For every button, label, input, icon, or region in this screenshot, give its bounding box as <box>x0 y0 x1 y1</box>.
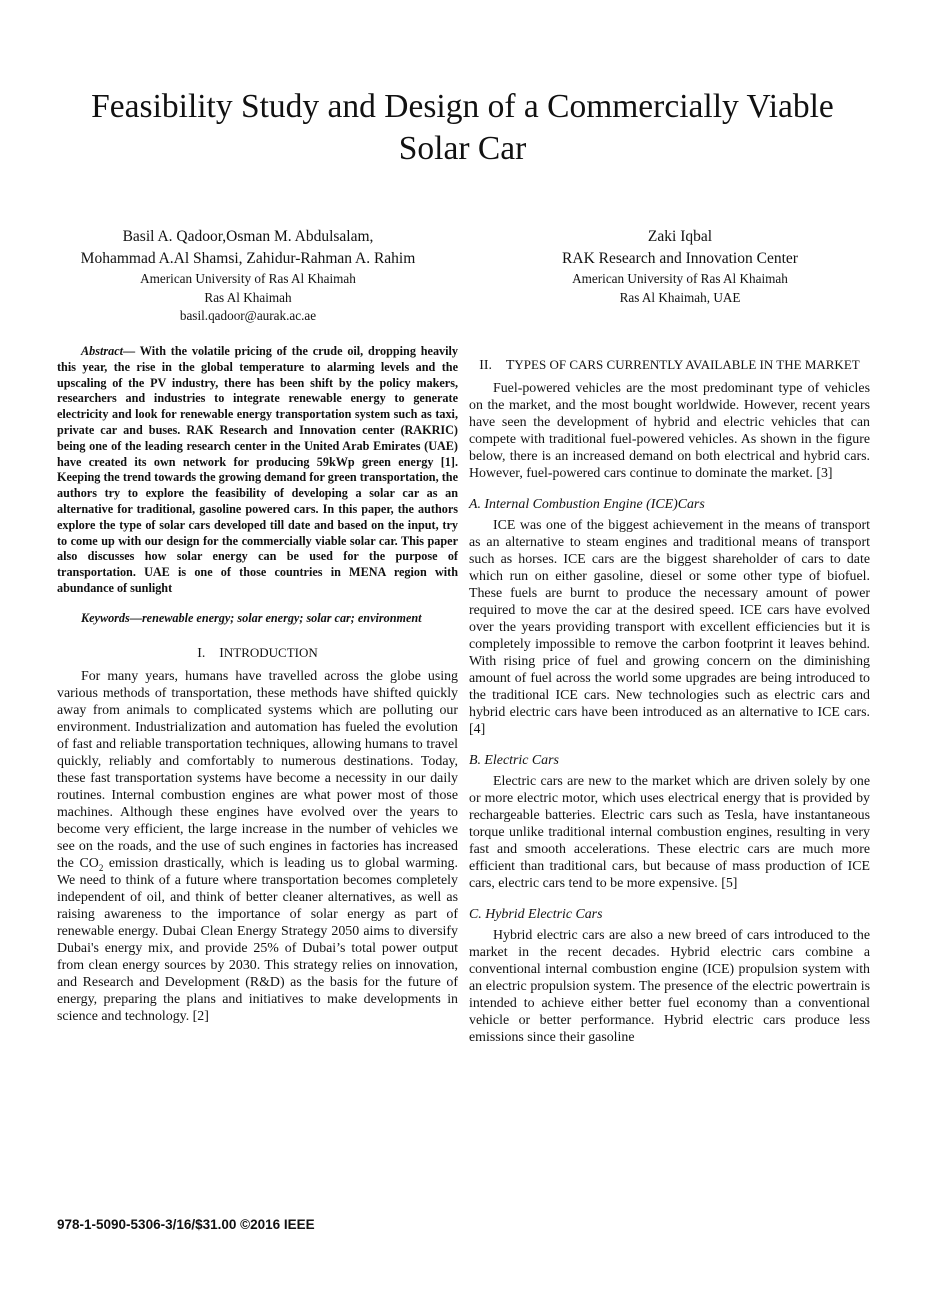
paper-title: Feasibility Study and Design of a Commercially Viable Solar Car <box>91 88 834 167</box>
subsection-heading-hybrid-cars: C. Hybrid Electric Cars <box>469 907 603 922</box>
co2-subscript: 2 <box>98 862 104 873</box>
author-names-line2: Mohammad A.Al Shamsi, Zahidur-Rahman A. Rahim <box>80 250 416 267</box>
copyright-footer: 978-1-5090-5306-3/16/$31.00 ©2016 IEEE <box>57 1217 315 1232</box>
keywords-text: Keywords—renewable energy; solar energy; solar car; environment <box>81 610 422 625</box>
author-org: RAK Research and Innovation Center <box>562 250 798 267</box>
author-city: Ras Al Khaimah, UAE <box>619 289 741 305</box>
keywords <box>57 611 458 627</box>
author-city: Ras Al Khaimah <box>204 289 292 305</box>
types-of-cars-paragraph: Fuel-powered vehicles are the most predominant type of vehicles on the market, and the most bought worldwide. However, recent years have seen the development of hybrid and electric vehicles that can compete with traditional fuel-powered vehicles. As shown in the figure below, there is an increased demand on both electrical and hybrid cars. However, fuel-powered cars continue to dominate the market. [3] <box>469 381 870 481</box>
author-block-right <box>480 226 880 307</box>
abstract <box>57 344 458 597</box>
author-block-left <box>48 226 448 326</box>
right-column <box>469 356 870 1046</box>
section-title-rest: NTRODUCTION <box>223 644 318 660</box>
abstract-text: With the volatile pricing of the crude oil, dropping heavily this year, the rise in the global temperature to alarming levels and the upscaling of the PV industry, there has been shift by the policy makers, researchers and industries to integrate renewable energy to generate electricity and look for renewable energy transportation system such as taxi, private car and buses. RAK Research and Innovation center (RAKRIC) being one of the leading research center in the United Arab Emirates (UAE) have created its own network for producing 59kWp green energy [1]. Keeping the trend towards the growing demand for green transportation, the authors try to explore the feasibility of developing a solar car as an alternative for traditional, gasoline powered cars. In this paper, the authors explore the type of solar cars developed till date and based on the input, try to come up with our design for the commercially viable solar car. This paper also discusses how solar energy can be used for the purpose of transportation. UAE is one of those countries in MENA region with abundance of sunlight <box>57 344 458 595</box>
section-heading-introduction <box>57 644 458 662</box>
intro-text-part2: emission drastically, which is leading us to global warming. We need to think of a future where transportation becomes completely independent of oil, and think of better cleaner alternatives, as well as raising awareness to the importance of solar energy as part of renewable energy. Dubai Clean Energy Strategy 2050 aims to diversify Dubai's energy mix, and provide 25% of Dubai’s total power output from clean energy sources by 2030. This strategy relies on innovation, and Research and Development (R&D) as the basis for the future of energy, preparing the plans and initiatives to make developments in science and technology. [2] <box>57 855 458 1024</box>
intro-text-part1: For many years, humans have travelled across the globe using various methods of transportation, these methods have shifted quickly away from animals to complicated systems which are polluting our environment. Industrialization and automation has fueled the evolution of fast and reliable transportation techniques, allowing humans to travel quickly, reliably and comfortably to numerous destinations. Today, these fast transportation systems have become a necessity in our daily routines. Internal combustion engines are what power most of those machines. Although these engines have evolved over the years to become very efficient, the large increase in the number of vehicles we see on the roads, and the use of such engines in factories has increased the CO <box>57 668 458 871</box>
section-title-initial: I <box>219 645 224 661</box>
section-heading-types-of-cars <box>469 356 870 374</box>
section-number: I. <box>197 645 206 661</box>
section-number: II. <box>479 358 493 373</box>
hybrid-cars-paragraph: Hybrid electric cars are also a new breed of cars introduced to the market in the recent decades. Hybrid electric cars combine a conventional internal combustion engine (ICE) propulsion system with an electric propulsion system. The presence of the electric powertrain is intended to achieve either better fuel economy than a conventional vehicle or better performance. Hybrid electric cars produce less emissions since their gasoline <box>469 928 870 1045</box>
subsection-heading-electric-cars: B. Electric Cars <box>469 753 559 768</box>
section-title-initial: T <box>505 358 515 373</box>
author-names-line1: Basil A. Qadoor,Osman M. Abdulsalam, <box>122 228 374 245</box>
abstract-dash: — <box>122 344 136 358</box>
introduction-paragraph <box>57 668 458 1025</box>
abstract-label: Abstract <box>81 344 123 358</box>
author-affiliation: American University of Ras Al Khaimah <box>572 271 788 286</box>
author-email: basil.qadoor@aurak.ac.ae <box>179 308 317 323</box>
author-affiliation: American University of Ras Al Khaimah <box>140 271 356 286</box>
author-name: Zaki Iqbal <box>647 228 713 245</box>
left-column <box>57 344 458 1025</box>
electric-cars-paragraph: Electric cars are new to the market which are driven solely by one or more electric motor, which uses electrical energy that is provided by rechargeable batteries. Electric cars such as Tesla, have instantaneous torque unlike traditional internal combustion engines, resulting in very fast and smooth accelerations. These electric cars are much more efficient than traditional cars, but because of mass production of ICE cars, electric cars tend to be more expensive. [5] <box>469 774 870 891</box>
ice-cars-paragraph: ICE was one of the biggest achievement in the means of transport as an alternative to steam engines and traditional means of transport such as horses. ICE cars are the biggest shareholder of cars to date which run on either gasoline, diesel or some other type of biofuel. These fuels are burnt to produce the necessary amount of power required to move the car at the desired speed. ICE cars have evolved over the years providing transport with excellent efficiencies but it is completely impossible to remove the carbon footprint it leaves behind. With rising price of fuel and growing concern on the diminishing amount of fuel across the world some upgrades are being introduced to the traditional ICE cars. New technologies such as electric cars and hybrid electric cars have been introduced as an alternative to ICE cars. [4] <box>469 518 870 737</box>
section-title-rest: YPES OF CARS CURRENTLY AVAILABLE IN THE MARKET <box>514 357 860 372</box>
subsection-heading-ice-cars: A. Internal Combustion Engine (ICE)Cars <box>469 497 705 512</box>
